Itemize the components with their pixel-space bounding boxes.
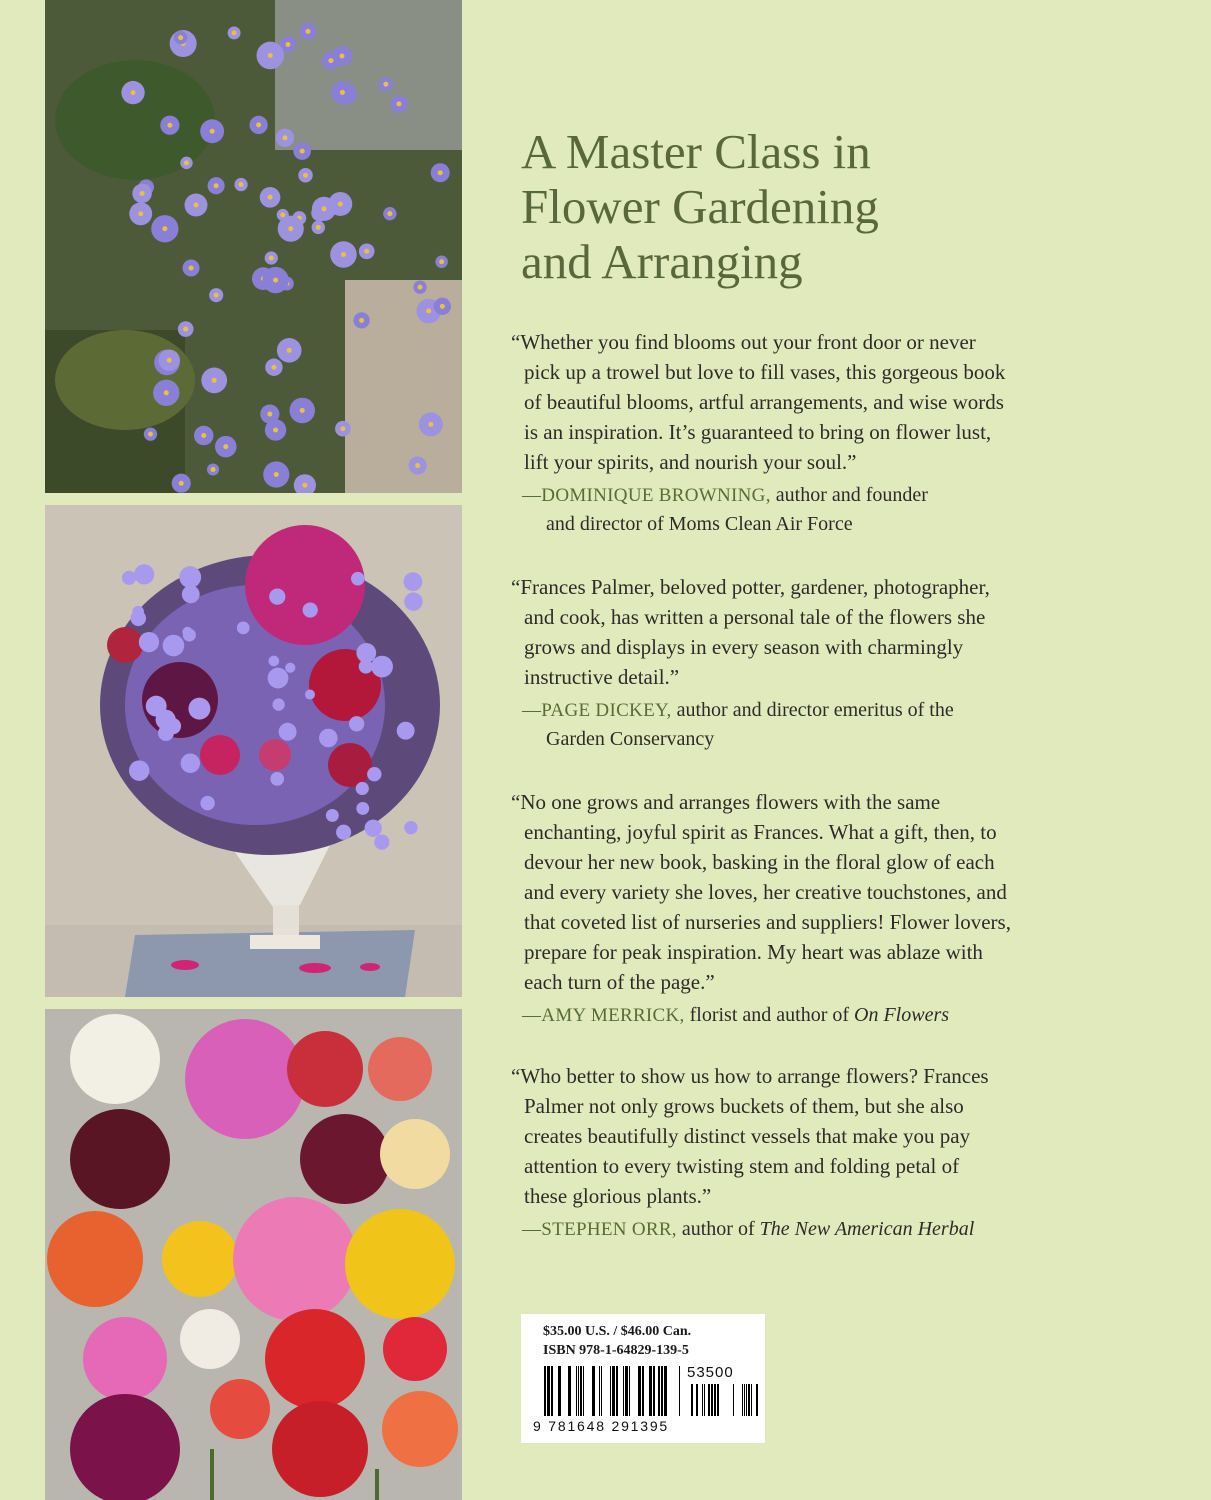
quote-line: prepare for peak inspiration. My heart was ablaze with (524, 940, 983, 964)
author-name: —AMY MERRICK, (522, 1005, 685, 1026)
quote-line: is an inspiration. It’s guaranteed to bring on flower lust, (524, 420, 992, 444)
quote-line: instructive detail.” (524, 665, 680, 689)
headline (521, 124, 1081, 289)
attribution (511, 696, 1111, 754)
quote-text (511, 787, 1111, 997)
author-role: florist and author of (684, 1004, 855, 1026)
author-name: —PAGE DICKEY, (522, 700, 672, 721)
quote-line: “No one grows and arranges flowers with the same (511, 790, 941, 814)
isbn-label: ISBN 978-1-64829-139-5 (543, 1343, 689, 1358)
author-name: —STEPHEN ORR, (522, 1219, 677, 1240)
quote-text (511, 1061, 1111, 1211)
aster-garden-photo (45, 0, 462, 493)
headline-line-3: and Arranging (521, 234, 803, 289)
quote-line: and cook, has written a personal tale of the flowers she (524, 605, 986, 629)
author-role: author and founder (770, 484, 928, 506)
quote-line: of beautiful blooms, artful arrangements, and wise words (524, 390, 1004, 414)
author-role: author and director emeritus of the (671, 699, 954, 721)
headline-line-2: Flower Gardening (521, 179, 879, 234)
quote-line: and every variety she loves, her creative touchstones, and (524, 880, 1007, 904)
author-role-cont: and director of Moms Clean Air Force (546, 513, 853, 535)
price-label: $35.00 U.S. / $46.00 Can. (543, 1324, 692, 1339)
quote-line: devour her new book, basking in the floral glow of each (524, 850, 995, 874)
author-name: —DOMINIQUE BROWNING, (522, 485, 771, 506)
quote-line: “Frances Palmer, beloved potter, gardener, photographer, (511, 575, 990, 599)
attribution (511, 1215, 1111, 1244)
barcode-panel (521, 1314, 765, 1443)
quote-line: grows and displays in every season with charmingly (524, 635, 964, 659)
testimonial-dickey (511, 572, 1111, 754)
barcode-number: 9 781648 291395 (533, 1418, 669, 1434)
quote-text (511, 572, 1111, 692)
testimonial-merrick (511, 787, 1111, 1030)
flower-arrangement-photo (45, 505, 462, 997)
quote-line: these glorious plants.” (524, 1184, 712, 1208)
quote-text (511, 327, 1111, 477)
quote-line: pick up a trowel but love to fill vases, this gorgeous book (524, 360, 1006, 384)
testimonial-browning (511, 327, 1111, 539)
quote-line: enchanting, joyful spirit as Frances. What a gift, then, to (524, 820, 997, 844)
quote-line: each turn of the page.” (524, 970, 715, 994)
author-role: author of (676, 1218, 760, 1240)
quote-line: creates beautifully distinct vessels that make you pay (524, 1124, 971, 1148)
quote-line: that coveted list of nurseries and suppliers! Flower lovers, (524, 910, 1011, 934)
book-title: The New American Herbal (759, 1218, 975, 1240)
attribution (511, 1001, 1111, 1030)
quote-line: “Whether you find blooms out your front door or never (511, 330, 976, 354)
headline-line-1: A Master Class in (521, 124, 871, 179)
quote-line: “Who better to show us how to arrange flowers? Frances (511, 1064, 989, 1088)
attribution (511, 481, 1111, 539)
quote-line: Palmer not only grows buckets of them, but she also (524, 1094, 964, 1118)
quote-line: attention to every twisting stem and folding petal of (524, 1154, 960, 1178)
dahlia-grid-photo (45, 1009, 462, 1500)
author-role-cont: Garden Conservancy (546, 728, 715, 750)
quote-line: lift your spirits, and nourish your soul.” (524, 450, 857, 474)
testimonial-orr (511, 1061, 1111, 1244)
price-addon-code: 53500 (687, 1364, 734, 1381)
book-title: On Flowers (854, 1004, 950, 1026)
